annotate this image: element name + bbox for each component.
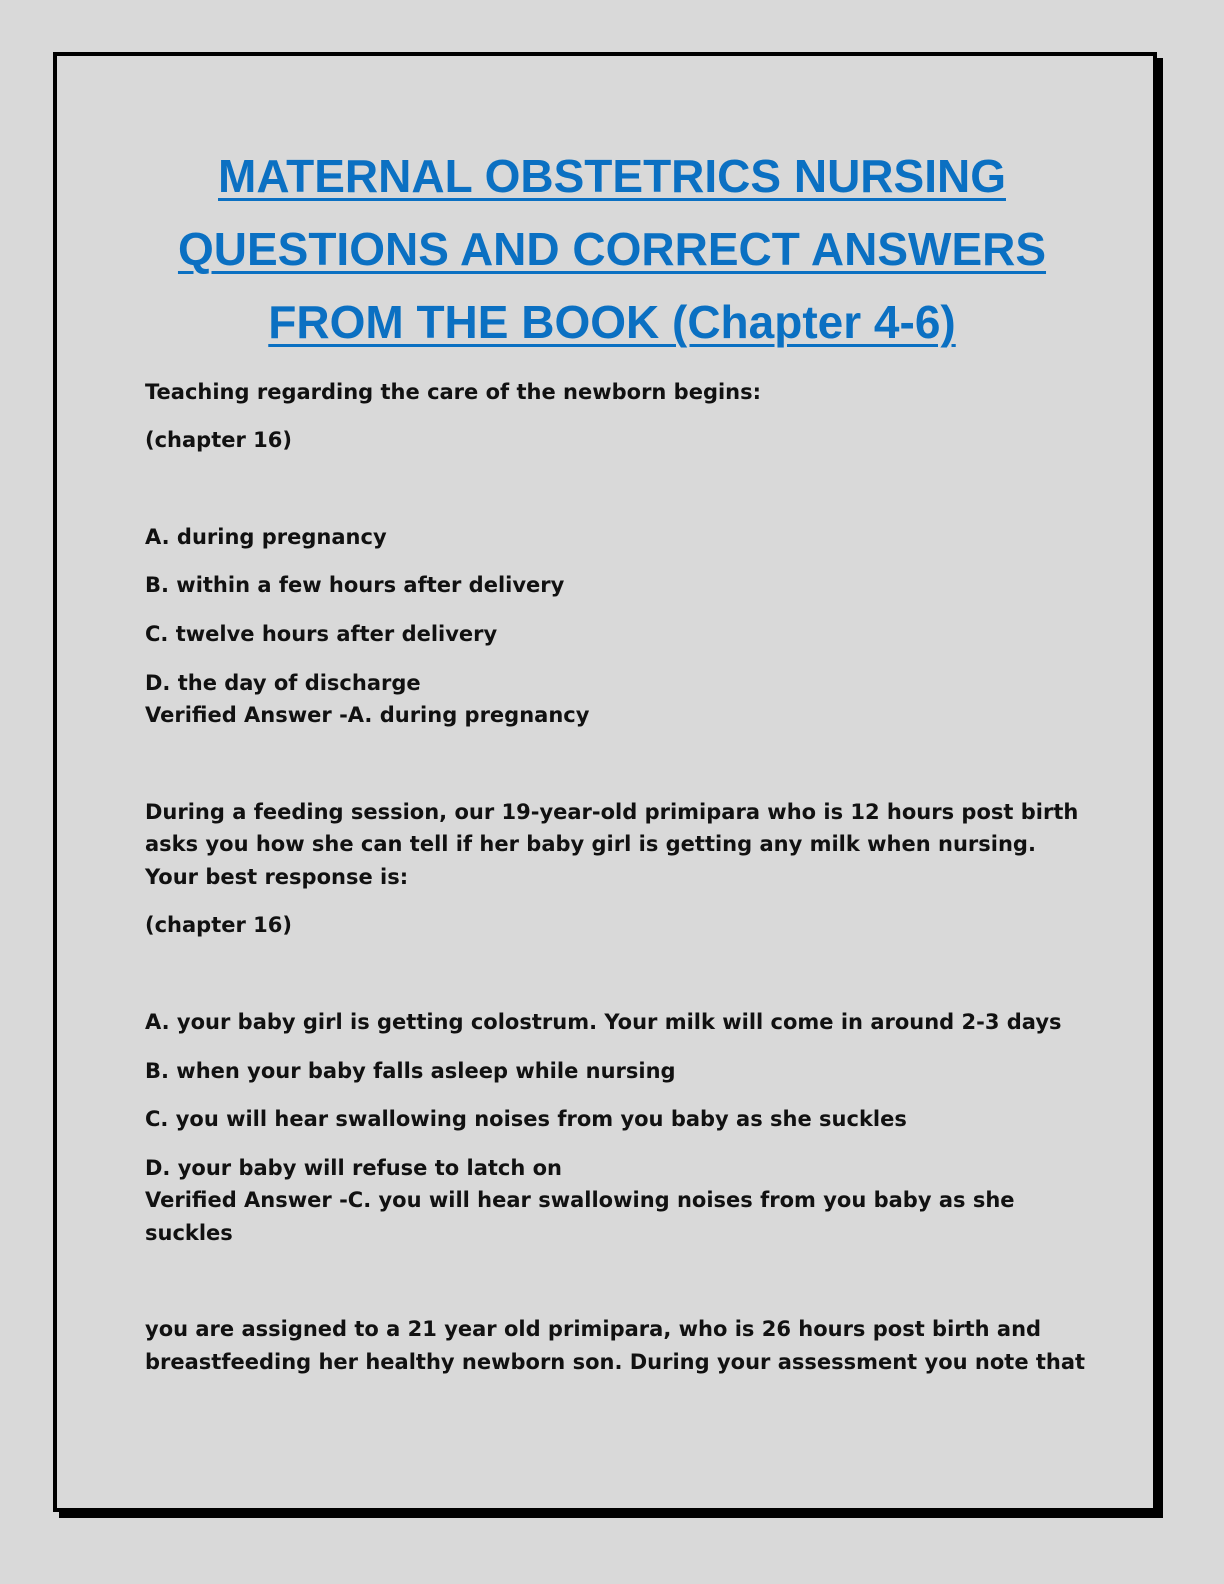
title-line-2: QUESTIONS AND CORRECT ANSWERS [177, 223, 1047, 275]
title-line-3: FROM THE BOOK (Chapter 4-6) [268, 296, 956, 348]
q3-question-line-2: breastfeeding her healthy newborn son. During your assessment you note that [145, 1350, 1086, 1374]
q2-answer-line-2: suckles [145, 1221, 233, 1245]
document-title [0, 140, 1224, 359]
q2-question-line-3: Your best response is: [145, 865, 409, 889]
q1-chapter: (chapter 16) [145, 428, 292, 452]
q2-chapter: (chapter 16) [145, 913, 292, 937]
q3-question-line-1: you are assigned to a 21 year old primipara, who is 26 hours post birth and [145, 1317, 1042, 1341]
title-line-1: MATERNAL OBSTETRICS NURSING [218, 150, 1006, 202]
q1-question: Teaching regarding the care of the newborn begins: [145, 380, 762, 404]
q2-answer-line-1: Verified Answer -C. you will hear swallowing noises from you baby as she [145, 1188, 1015, 1212]
q2-option-b: B. when your baby falls asleep while nursing [145, 1059, 676, 1083]
q1-option-b: B. within a few hours after delivery [145, 573, 565, 597]
q1-answer: Verified Answer -A. during pregnancy [145, 703, 590, 727]
q2-option-d: D. your baby will refuse to latch on [145, 1156, 563, 1180]
q2-question-line-2: asks you how she can tell if her baby girl is getting any milk when nursing. [145, 832, 1036, 856]
q2-question-line-1: During a feeding session, our 19-year-old primipara who is 12 hours post birth [145, 800, 1079, 824]
q2-option-a: A. your baby girl is getting colostrum. Your milk will come in around 2-3 days [145, 1010, 1062, 1034]
q1-option-c: C. twelve hours after delivery [145, 622, 498, 646]
q1-option-a: A. during pregnancy [145, 525, 387, 549]
q1-option-d: D. the day of discharge [145, 671, 421, 695]
q2-option-c: C. you will hear swallowing noises from you baby as she suckles [145, 1107, 907, 1131]
